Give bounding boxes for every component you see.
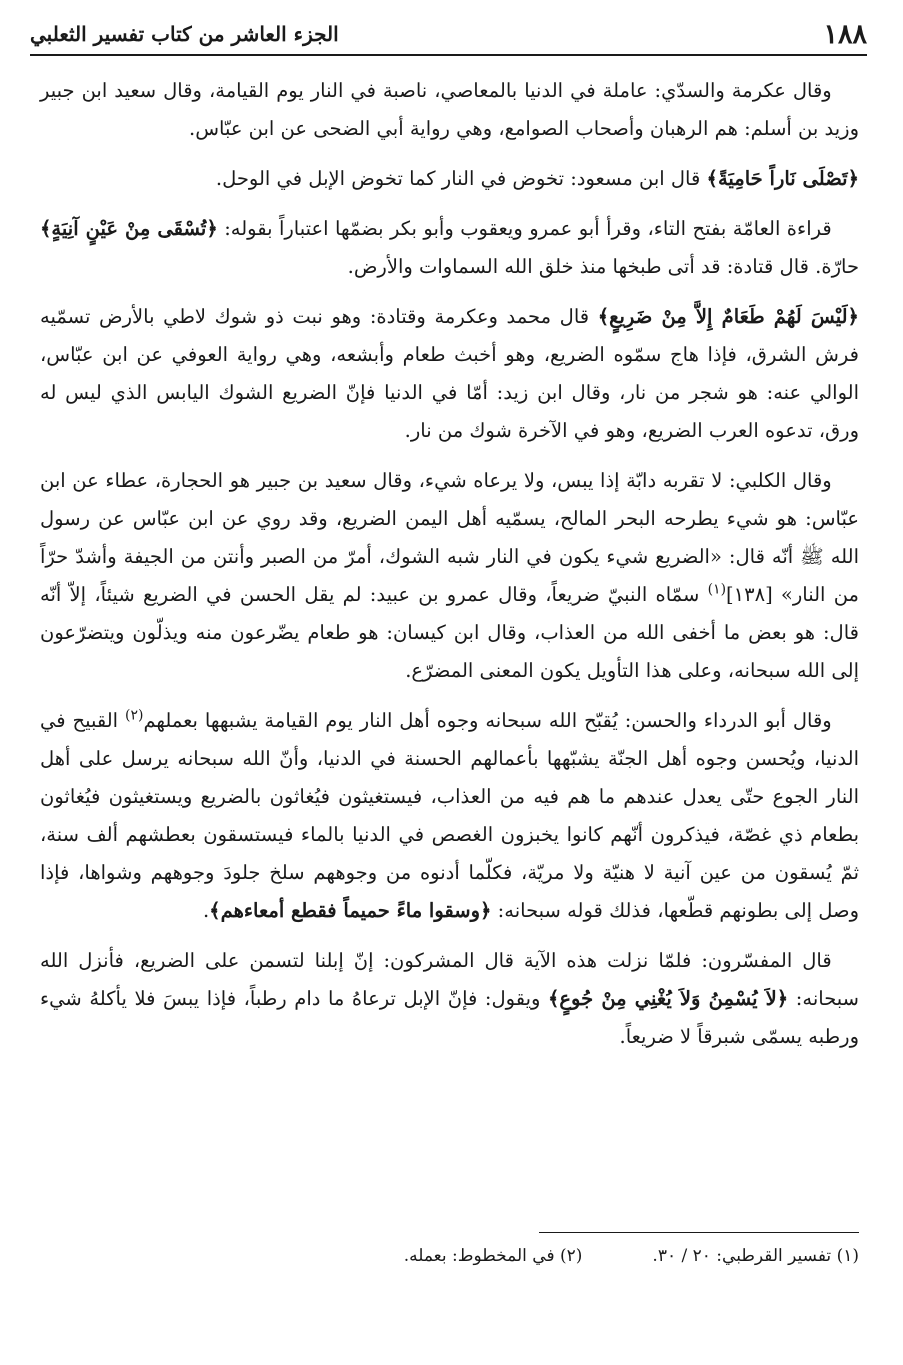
text-segment: وقال الكلبي: لا تقربه دابّة إذا يبس، ولا يرعاه شيء، وقال سعيد بن جبير هو الحجارة، عطاء عن ابن عبّاس: هو شيء يطرحه البحر المالح، يسمّيه أهل اليمن الضريع، وقد روي عن ابن عبّاس عن رسول الله ﷺ أنّه قال: «الضريع شيء يكون في النار شبه الشوك، أمرّ من الصبر وأنتن من الجيفة وأشدّ حرّاً من النار» [١٣٨] (40, 469, 860, 606)
footnote-ref: (١) (707, 581, 727, 598)
text-segment: ويقول: فإنّ الإبل ترعاهُ ما دام رطباً، فإذا يبسَ فلا يأكلهُ شيء ورطبه يسمّى شبرقاً لا ضريعاً. (40, 987, 859, 1048)
quran-verse: ﴿تُسْقَى مِنْ عَيْنٍ آنِيَةٍ﴾ (40, 217, 218, 240)
quran-verse: ﴿تَصْلَى نَاراً حَامِيَةً﴾ (706, 167, 859, 190)
text-segment: قراءة العامّة بفتح التاء، وقرأ أبو عمرو ويعقوب وأبو بكر بضمّها اعتباراً بقوله: (217, 217, 832, 240)
text-segment: القبيح في الدنيا، ويُحسن وجوه أهل الجنّة يشبّهها بأعمالهم الحسنة في الدنيا، وأنّ الله سبحانه يرسل على أهل النار الجوع حتّى يعدل عندهم ما هم فيه من العذاب، فيستغيثون فيُغاثون بالضريع ويستغيثون فيُغاثون بطعام ذي غصّة، فيذكرون أنّهم كانوا يخبزون الغصص في الدنيا بالماء فيستسقون بعطشهم ألف سنة، ثمّ يُسقون من عين آنية لا هنيّة ولا مريّة، فكلّما أدنوه من وجوههم سلخ جلودَ وجوههم وشواها، فإذا وصل إلى بطونهم قطّعها، فذلك قوله سبحانه: (40, 709, 859, 922)
quran-verse: ﴿لاَ يُسْمِنُ وَلاَ يُغْنِي مِنْ جُوعٍ﴾ (548, 987, 789, 1010)
footnote-item (652, 1246, 859, 1266)
text-segment: قال ابن مسعود: تخوض في النار كما تخوض الإبل في الوحل. (215, 167, 707, 190)
text-segment: قال محمد وعكرمة وقتادة: وهو نبت ذو شوك لاطي بالأرض تسمّيه فرش الشرق، فإذا هاج سمّوه الضريع، وهو أخبث طعام وأبشعه، وهي رواية العوفي عن ابن عبّاس، الوالي عنه: هو شجر من نار، وقال ابن زيد: أمّا في الدنيا فإنّ الضريع الشوك اليابس الذي ليس له ورق، تدعوه العرب الضريع، وهو في الآخرة شوك من نار. (40, 305, 859, 442)
footnotes (40, 1246, 859, 1266)
paragraph (40, 210, 859, 286)
text-segment: وقال أبو الدرداء والحسن: يُقبّح الله سبحانه وجوه أهل النار يوم القيامة يشبهها بعملهم (143, 709, 832, 732)
footnote-number: (٢) (560, 1246, 583, 1266)
footnote-text: في المخطوط: بعمله. (403, 1246, 555, 1266)
footnote-divider (539, 1232, 859, 1233)
footnote-item (404, 1246, 583, 1266)
page-header (30, 14, 867, 56)
text-segment: سمّاه النبيّ ضريعاً، وقال عمرو بن عبيد: لم يقل الحسن في الضريع شيئاً، إلاّ أنّه قال: هو بعض ما أخفى الله من العذاب، وقال ابن كيسان: هو طعام يضّرعون منه ويذلّون ويتضرّعون إلى الله سبحانه، وعلى هذا التأويل يكون المعنى المضرّع. (40, 583, 859, 682)
text-segment: قال المفسّرون: فلمّا نزلت هذه الآية قال المشركون: إنّ إبلنا لتسمن على الضريع، فأنزل الله سبحانه: (40, 949, 859, 1010)
running-title: الجزء العاشر من كتاب تفسير الثعلبي (30, 22, 339, 46)
paragraph (40, 298, 859, 450)
footnote-text: تفسير القرطبي: ٢٠ / ٣٠. (652, 1246, 832, 1266)
paragraph (40, 702, 859, 930)
text-segment: . (202, 899, 210, 922)
paragraph (40, 942, 859, 1056)
quran-verse: ﴿لَيْسَ لَهُمْ طَعَامٌ إِلاَّ مِنْ ضَرِيعٍ﴾ (597, 305, 859, 328)
paragraph (40, 72, 859, 148)
footnote-number: (١) (836, 1246, 859, 1266)
page-number: ١٨٨ (823, 18, 867, 50)
footnote-ref: (٢) (124, 707, 144, 724)
main-text (40, 72, 859, 1068)
quran-verse: ﴿وسقوا ماءً حميماً فقطع أمعاءهم﴾ (209, 899, 492, 922)
paragraph (40, 462, 859, 690)
text-segment: وقال عكرمة والسدّي: عاملة في الدنيا بالمعاصي، ناصبة في النار يوم القيامة، وقال سعيد ابن جبير وزيد بن أسلم: هم الرهبان وأصحاب الصوامع، وهي رواية أبي الضحى عن ابن عبّاس. (40, 79, 859, 140)
text-segment: حارّة. قال قتادة: قد أتى طبخها منذ خلق الله السماوات والأرض. (347, 255, 859, 278)
paragraph (40, 160, 859, 198)
